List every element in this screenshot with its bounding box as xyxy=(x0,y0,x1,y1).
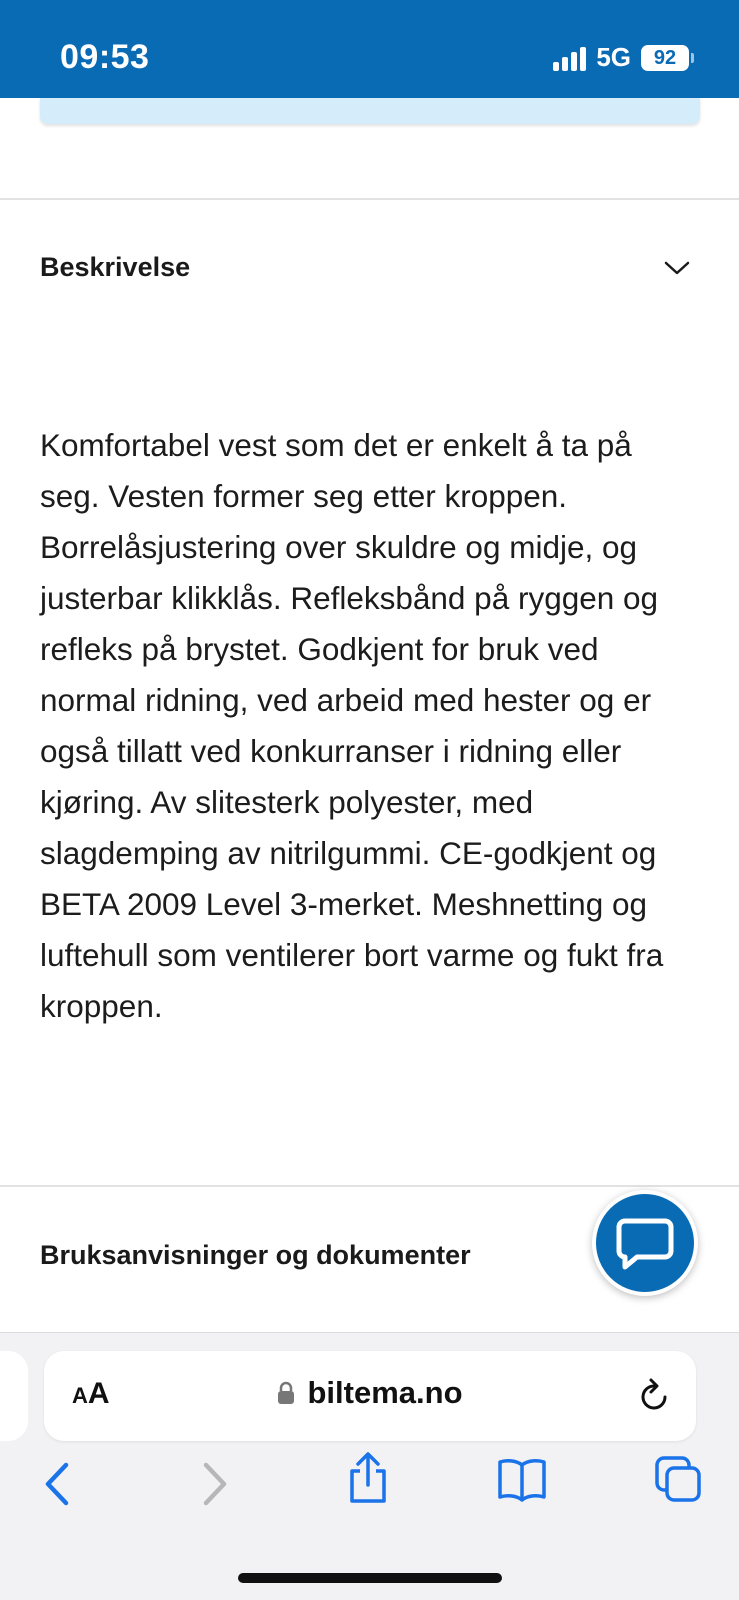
description-title: Beskrivelse xyxy=(40,252,191,282)
signal-icon xyxy=(553,45,586,71)
share-icon[interactable] xyxy=(346,1451,390,1510)
chevron-down-icon xyxy=(664,260,690,276)
section-divider xyxy=(0,198,739,200)
chat-bubble-icon xyxy=(615,1215,675,1271)
tabs-icon[interactable] xyxy=(654,1455,702,1508)
description-accordion-header[interactable] xyxy=(40,252,690,283)
url-display[interactable] xyxy=(44,1375,696,1411)
address-bar[interactable] xyxy=(44,1351,696,1441)
network-type: 5G xyxy=(596,42,631,72)
info-box xyxy=(40,98,700,124)
url-text: biltema.no xyxy=(307,1375,463,1410)
section-divider xyxy=(0,1185,739,1187)
chat-button[interactable] xyxy=(592,1190,698,1296)
book-icon[interactable] xyxy=(496,1457,548,1508)
documents-title: Bruksanvisninger og dokumenter xyxy=(40,1240,471,1270)
previous-tab-preview[interactable] xyxy=(0,1351,28,1441)
status-time: 09:53 xyxy=(60,38,150,76)
chevron-left-icon[interactable] xyxy=(40,1461,74,1512)
description-text: Komfortabel vest som det er enkelt å ta på seg. Vesten former seg etter kroppen. Borrelåsjustering over skuldre og midje, og justerbar klikklås. Refleksbånd på ryggen og refleks på brystet. Godkjent for bruk ved normal ridning, ved arbeid med hester og er også tillatt ved konkurranser i ridning eller kjøring. Av slitesterk polyester, med slagdemping av nitrilgummi. CE-godkjent og BETA 2009 Level 3-merket. Meshnetting og luftehull som ventilerer bort varme og fukt fra kroppen. xyxy=(40,427,664,1024)
text-size-button[interactable]: AA xyxy=(72,1377,110,1410)
chevron-right-icon[interactable] xyxy=(198,1461,232,1512)
status-bar xyxy=(0,0,739,98)
status-indicators xyxy=(553,42,689,73)
browser-chrome xyxy=(0,1332,739,1600)
reload-icon[interactable] xyxy=(638,1377,672,1418)
battery-icon: 92 xyxy=(641,45,689,71)
home-indicator xyxy=(238,1573,502,1583)
browser-toolbar xyxy=(0,1451,739,1531)
lock-icon xyxy=(277,1381,295,1405)
